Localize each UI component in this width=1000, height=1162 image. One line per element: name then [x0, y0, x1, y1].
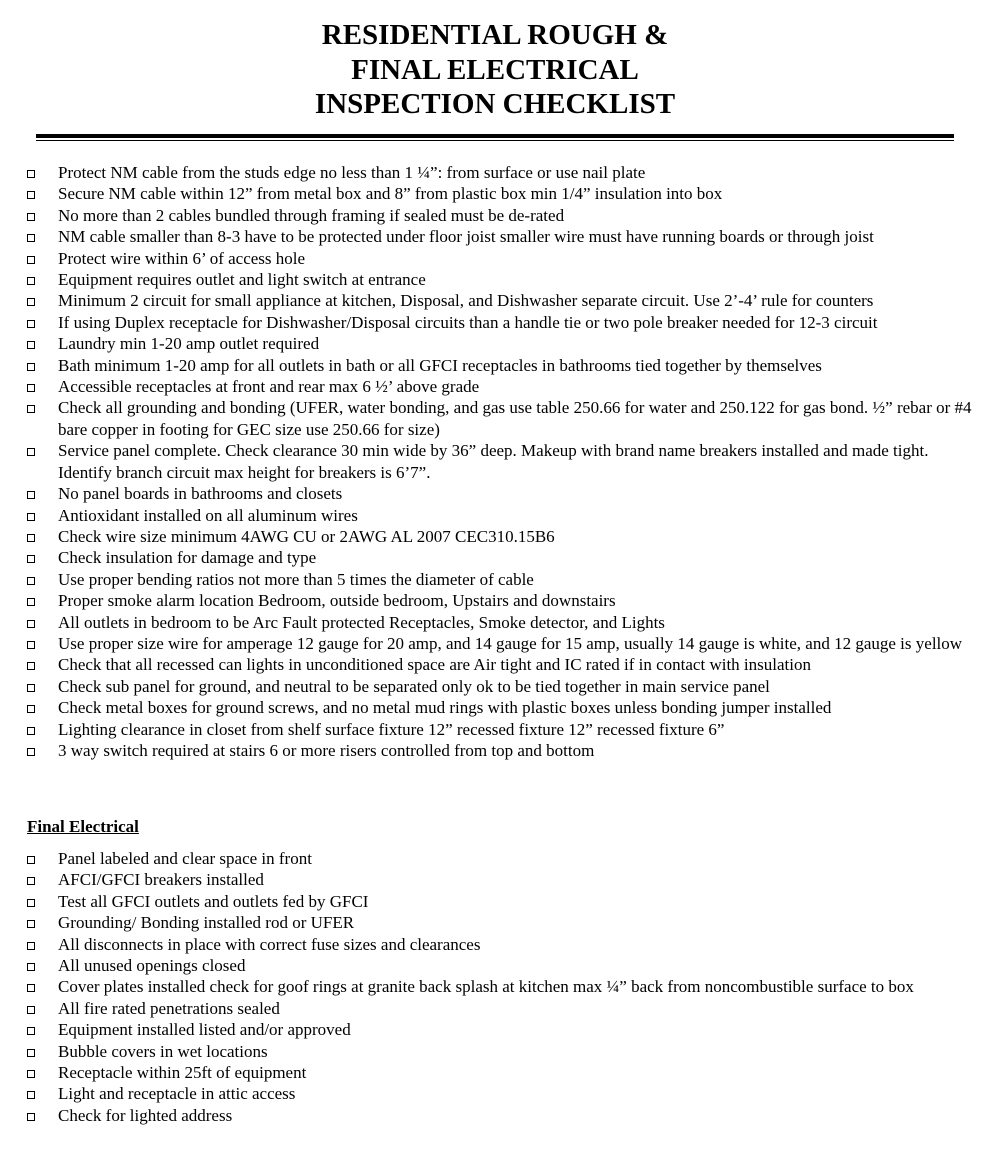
checklist-item-text: Check that all recessed can lights in unconditioned space are Air tight and IC rated if in contact with insulation: [58, 655, 811, 675]
title-divider-thin: [36, 140, 954, 141]
checkbox[interactable]: [27, 641, 35, 649]
checkbox[interactable]: [27, 577, 35, 585]
checklist-item: [0, 290, 1000, 311]
checkbox[interactable]: [27, 555, 35, 563]
checklist-item: [0, 333, 1000, 354]
checklist-item: [0, 848, 1000, 869]
checkbox[interactable]: [27, 513, 35, 521]
checklist-item: [0, 183, 1000, 204]
title-line-1: RESIDENTIAL ROUGH &: [321, 19, 669, 51]
checkbox[interactable]: [27, 942, 35, 950]
title-line-2: FINAL ELECTRICAL: [351, 53, 639, 86]
checklist-item-text: All fire rated penetrations sealed: [58, 998, 280, 1018]
checklist-item-text: Minimum 2 circuit for small appliance at kitchen, Disposal, and Dishwasher separate circuit. Use 2’-4’ rule for counters: [58, 291, 874, 311]
checkbox[interactable]: [27, 448, 35, 456]
checklist-item-text: Grounding/ Bonding installed rod or UFER: [58, 913, 355, 933]
checklist-item: [0, 269, 1000, 290]
checklist-item: [0, 676, 1000, 697]
checklist-item-text: Light and receptacle in attic access: [58, 1084, 296, 1104]
checklist-item: [0, 912, 1000, 933]
checklist-item-text: Check insulation for damage and type: [58, 548, 317, 568]
checkbox[interactable]: [27, 213, 35, 221]
title-divider-thick: [36, 134, 954, 138]
checkbox[interactable]: [27, 234, 35, 242]
checkbox[interactable]: [27, 1027, 35, 1035]
page-title: [0, 18, 990, 122]
checkbox[interactable]: [27, 984, 35, 992]
checklist-item: [0, 891, 1000, 912]
checklist-item: [0, 1041, 1000, 1062]
checklist-item-text: Laundry min 1-20 amp outlet required: [58, 334, 320, 354]
checklist-item-text: All disconnects in place with correct fuse sizes and clearances: [58, 934, 481, 954]
checklist-item-text: NM cable smaller than 8-3 have to be protected under floor joist smaller wire must have running boards or through joist: [58, 227, 874, 247]
checkbox[interactable]: [27, 363, 35, 371]
checklist-item: [0, 955, 1000, 976]
checkbox[interactable]: [27, 1091, 35, 1099]
checkbox[interactable]: [27, 405, 35, 413]
checklist-item-text: Protect wire within 6’ of access hole: [58, 248, 306, 268]
checklist-item-text: Test all GFCI outlets and outlets fed by GFCI: [58, 891, 369, 911]
title-line-3: INSPECTION CHECKLIST: [314, 88, 676, 120]
checklist-item: [0, 376, 1000, 397]
checkbox[interactable]: [27, 620, 35, 628]
checklist-item: [0, 998, 1000, 1019]
checklist-item-text: Check all grounding and bonding (UFER, water bonding, and gas use table 250.66 for water and 250.122 for gas bond. ½” rebar or #4 bare copper in footing for GEC size use 250.66 for size): [58, 398, 972, 439]
checklist-item-text: If using Duplex receptacle for Dishwasher/Disposal circuits than a handle tie or two pole breaker needed for 12-3 circuit: [58, 312, 878, 332]
checklist-item: [0, 162, 1000, 183]
checklist-item: [0, 569, 1000, 590]
checklist-item-text: Check for lighted address: [58, 1105, 233, 1125]
checklist-item-text: Antioxidant installed on all aluminum wires: [58, 505, 358, 525]
checklist-item: [0, 483, 1000, 504]
checkbox[interactable]: [27, 899, 35, 907]
checklist-item-text: Cover plates installed check for goof rings at granite back splash at kitchen max ¼” back from noncombustible surface to box: [58, 977, 914, 997]
checkbox[interactable]: [27, 277, 35, 285]
checkbox[interactable]: [27, 1113, 35, 1121]
checkbox[interactable]: [27, 1006, 35, 1014]
checklist-item: [0, 719, 1000, 740]
checkbox[interactable]: [27, 1070, 35, 1078]
checkbox[interactable]: [27, 856, 35, 864]
checkbox[interactable]: [27, 920, 35, 928]
final-electrical-checklist: [0, 848, 1000, 1126]
checklist-item: [0, 505, 1000, 526]
checklist-item-text: Use proper bending ratios not more than 5 times the diameter of cable: [58, 569, 534, 589]
checklist-item: [0, 1083, 1000, 1104]
checkbox[interactable]: [27, 598, 35, 606]
checkbox[interactable]: [27, 191, 35, 199]
checklist-item: [0, 397, 1000, 440]
checklist-item-text: 3 way switch required at stairs 6 or more risers controlled from top and bottom: [58, 740, 595, 760]
checklist-item: [0, 1105, 1000, 1126]
checklist-item-text: Bath minimum 1-20 amp for all outlets in bath or all GFCI receptacles in bathrooms tied together by themselves: [58, 355, 822, 375]
checklist-item-text: AFCI/GFCI breakers installed: [58, 870, 264, 890]
checkbox[interactable]: [27, 320, 35, 328]
checkbox[interactable]: [27, 534, 35, 542]
checkbox[interactable]: [27, 1049, 35, 1057]
checklist-item: [0, 355, 1000, 376]
checklist-item-text: Proper smoke alarm location Bedroom, outside bedroom, Upstairs and downstairs: [58, 591, 616, 611]
checkbox[interactable]: [27, 684, 35, 692]
checkbox[interactable]: [27, 491, 35, 499]
checklist-item: [0, 590, 1000, 611]
checklist-item: [0, 248, 1000, 269]
checklist-item-text: No panel boards in bathrooms and closets: [58, 484, 343, 504]
checklist-item: [0, 526, 1000, 547]
checklist-item-text: Receptacle within 25ft of equipment: [58, 1063, 307, 1083]
checklist-item: [0, 547, 1000, 568]
checklist-item-text: Equipment requires outlet and light switch at entrance: [58, 270, 426, 290]
checklist-item-text: Check metal boxes for ground screws, and no metal mud rings with plastic boxes unless bonding jumper installed: [58, 698, 832, 718]
checklist-item-text: Equipment installed listed and/or approved: [58, 1020, 351, 1040]
checklist-item-text: Panel labeled and clear space in front: [58, 849, 312, 868]
checklist-item-text: Accessible receptacles at front and rear max 6 ½’ above grade: [58, 377, 480, 397]
checklist-item: [0, 654, 1000, 675]
final-electrical-heading: Final Electrical: [27, 817, 139, 836]
checklist-item: [0, 1019, 1000, 1040]
checklist-item: [0, 612, 1000, 633]
checklist-item: [0, 226, 1000, 247]
checklist-item: [0, 312, 1000, 333]
checklist-item-text: Protect NM cable from the studs edge no less than 1 ¼”: from surface or use nail plate: [58, 163, 646, 182]
checklist-item-text: No more than 2 cables bundled through framing if sealed must be de-rated: [58, 205, 565, 225]
checklist-item-text: All outlets in bedroom to be Arc Fault protected Receptacles, Smoke detector, and Lights: [58, 612, 665, 632]
checklist-item: [0, 697, 1000, 718]
checklist-item-text: Check sub panel for ground, and neutral to be separated only ok to be tied together in main service panel: [58, 676, 770, 696]
checklist-item-text: Service panel complete. Check clearance 30 min wide by 36” deep. Makeup with brand name breakers installed and made tight. Identify branch circuit max height for breakers is 6’7”.: [58, 441, 929, 482]
checkbox[interactable]: [27, 384, 35, 392]
checklist-item: [0, 976, 1000, 997]
checklist-item: [0, 934, 1000, 955]
checkbox[interactable]: [27, 170, 35, 178]
checkbox[interactable]: [27, 662, 35, 670]
checklist-item-text: Secure NM cable within 12” from metal box and 8” from plastic box min 1/4” insulation into box: [58, 184, 723, 204]
checklist-item-text: Lighting clearance in closet from shelf surface fixture 12” recessed fixture 12” recessed fixture 6”: [58, 719, 725, 739]
checklist-item: [0, 1062, 1000, 1083]
checklist-item-text: Check wire size minimum 4AWG CU or 2AWG AL 2007 CEC310.15B6: [58, 526, 555, 546]
checklist-item-text: All unused openings closed: [58, 956, 246, 976]
checklist-item: [0, 205, 1000, 226]
checkbox[interactable]: [27, 727, 35, 735]
checkbox[interactable]: [27, 705, 35, 713]
checklist-item: [0, 633, 1000, 654]
checkbox[interactable]: [27, 341, 35, 349]
rough-electrical-checklist: [0, 162, 1000, 761]
checkbox[interactable]: [27, 877, 35, 885]
checklist-item: [0, 869, 1000, 890]
checklist-item: [0, 440, 1000, 483]
checklist-item-text: Bubble covers in wet locations: [58, 1041, 268, 1061]
checklist-item: [0, 740, 1000, 761]
checkbox[interactable]: [27, 963, 35, 971]
checkbox[interactable]: [27, 256, 35, 264]
checkbox[interactable]: [27, 748, 35, 756]
checkbox[interactable]: [27, 298, 35, 306]
checklist-item-text: Use proper size wire for amperage 12 gauge for 20 amp, and 14 gauge for 15 amp, usually 14 gauge is white, and 12 gauge is yellow: [58, 633, 963, 653]
